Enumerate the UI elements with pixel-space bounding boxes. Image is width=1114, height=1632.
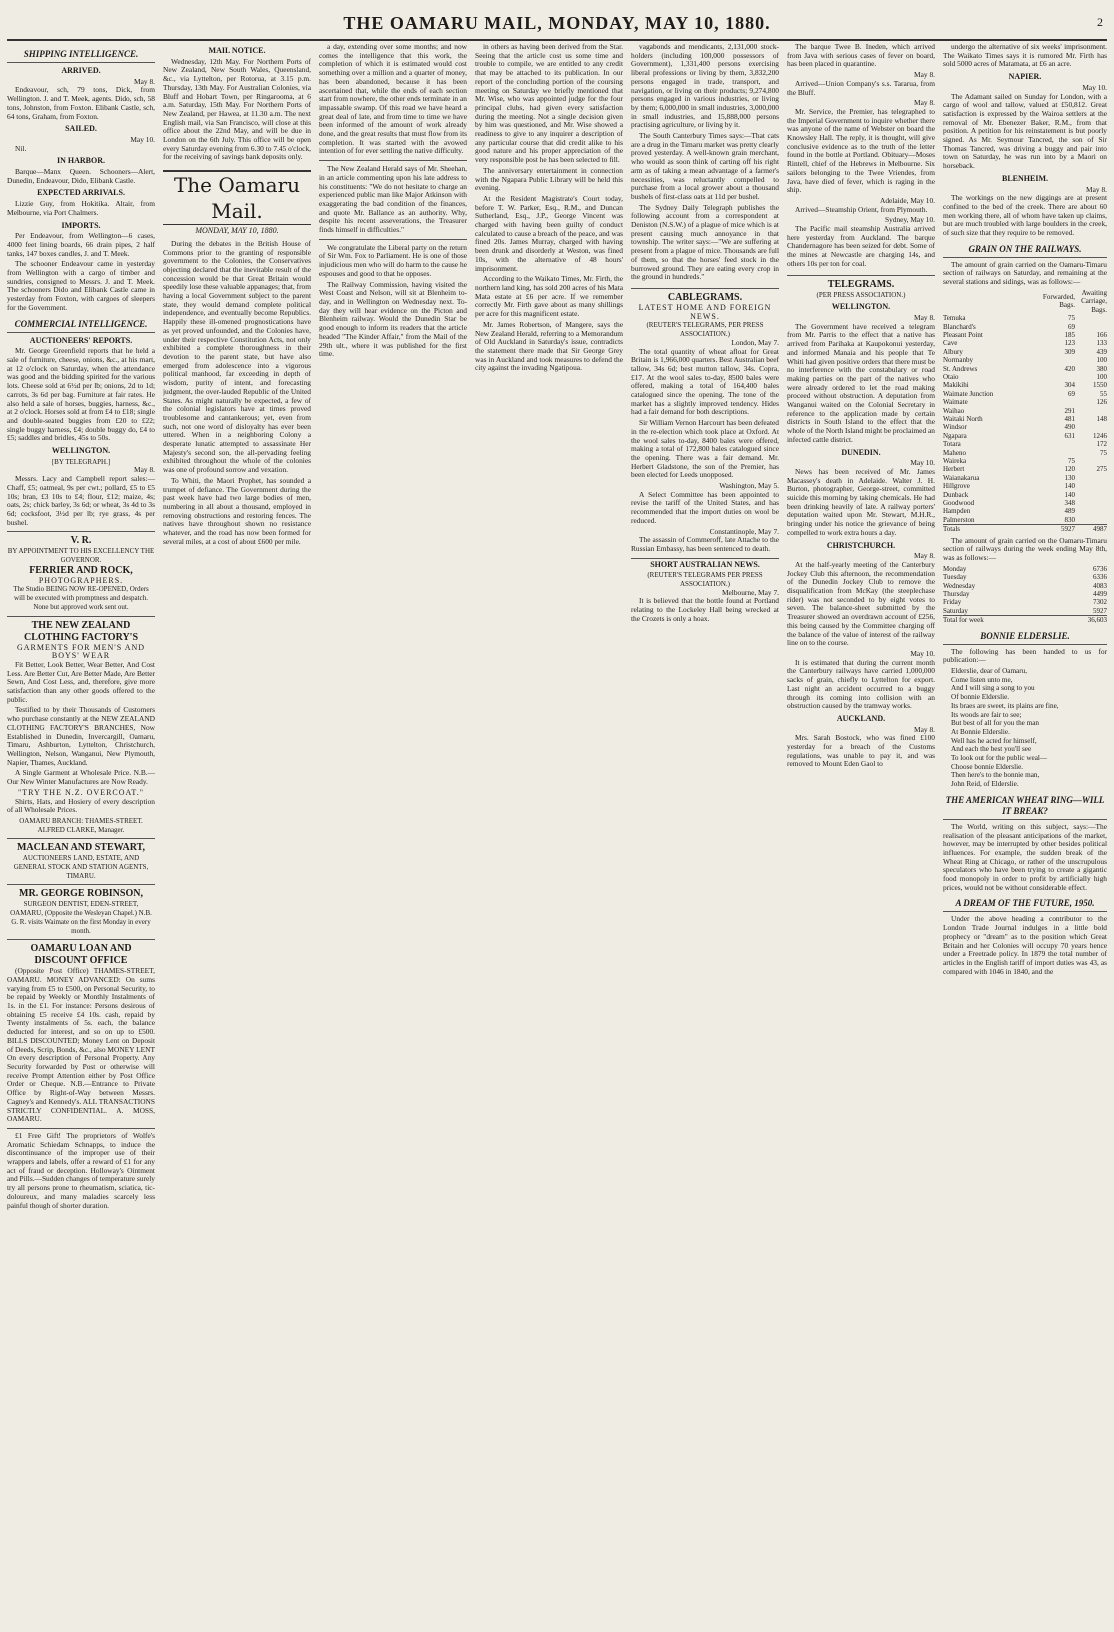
week-table-body [943, 565, 1107, 616]
table-row [943, 331, 1107, 339]
poem-line: And each the best you'll see [951, 745, 1032, 754]
blenheim-text: The workings on the new diggings are at present confined to the bed of the creek. There are about 60 men working there, all of whom have taken up claims, but are much troubled with large boulders in the creek, of such size that they require to be removed. [943, 193, 1107, 238]
column-4 [475, 43, 623, 1619]
wellington-head: WELLINGTON. [51, 446, 111, 456]
ferrier-text: The Studio BEING NOW RE-OPENED, Orders will be executed with promptness and despatch. None but approved work sent out. [13, 585, 149, 611]
sailed-text: Nil. [15, 143, 27, 153]
week-cell-bags: 5927 [1093, 606, 1107, 615]
grain-cell-station: Temuka [943, 314, 966, 323]
grain-cell-station: Dunback [943, 490, 969, 499]
ferrier-sub: PHOTOGRAPHERS. [38, 575, 124, 585]
liberal-text: We congratulate the Liberal party on the return of Sir Wm. Fox to Parliament. He is one of those injudicious men who will do harm to the cause he espouses and good to that he opposes. [319, 242, 467, 278]
grain-cell-wait [1075, 474, 1107, 482]
masthead-title: THE OAMARU MAIL, MONDAY, MAY 10, 1880. [343, 13, 771, 33]
week-cell-day: Tuesday [943, 573, 967, 582]
col6-date-3: May 10. [910, 649, 935, 658]
grain-cell-station: Ngapara [943, 431, 967, 440]
week-cell-day: Wednesday [943, 581, 976, 590]
wellington-date: May 8. [914, 312, 935, 322]
table-row [943, 390, 1107, 398]
grain-cell-wait: 55 [1100, 389, 1107, 398]
table-row [943, 507, 1107, 515]
table-row [943, 407, 1107, 415]
poem-line: Come listen unto me, [951, 675, 1013, 684]
col3-text: a day, extending over some months; and now comes the intelligence that this work, the completion of which it is estimated would cost something over a million and a quarter of money, has been abandoned, because it has been ascertained that, while the ends of each section start from nowhere, the other ends terminate in an impassable swamp. Of this road we have heard a great deal of late, and from time to time we have been informed of the amount of work already done, and the great results that must flow from its completion. It was started with the avowed intention of for ever settling the native difficulty. [319, 43, 467, 156]
grain-cell-wait: 75 [1100, 448, 1107, 457]
wheat-title: THE AMERICAN WHEAT RING—WILL IT BREAK? [943, 795, 1107, 820]
table-row [943, 457, 1107, 465]
wellington-sub: [BY TELEGRAPH.] [51, 457, 111, 466]
melbourne-text: It is believed that the bottle found at Portland relating to the Lockeley Hall being wrecked at the Crozets is only a hoax. [631, 596, 779, 623]
col6-text-2: Arrived—Union Company's s.s. Tararua, from the Bluff. [787, 78, 935, 97]
expected-head: EXPECTED ARRIVALS. [37, 188, 125, 198]
grain-cell-station: Hillgrove [943, 482, 970, 491]
poem-intro: The following has been handed to us for publication:— [943, 646, 1107, 665]
holloway-advert [7, 1128, 155, 1210]
poem-line: Its braes are sweet, its plains are fine, [951, 701, 1059, 710]
grain-cell-fwd: 120 [1064, 465, 1075, 474]
christchurch-head: CHRISTCHURCH. [826, 540, 896, 550]
grain-cell-wait [1075, 516, 1107, 525]
grain-cell-station: Totara [943, 440, 961, 449]
week-cell-bags: 4083 [1093, 581, 1107, 590]
grain-cell-wait [1075, 499, 1107, 507]
table-row [943, 465, 1107, 473]
maclean-text: AUCTIONEERS LAND, ESTATE, AND GENERAL STOCK AND STATION AGENTS, TIMARU. [13, 854, 149, 880]
column-2 [163, 43, 311, 1619]
grain-cell-wait: 166 [1096, 330, 1107, 339]
wellington-text: Messrs. Lacy and Campbell report sales:—Chaff, £5; oatmeal, 9s per cwt.; pollard, £5 to £5 10s; bran, £3 10s to £4; flour, £12; maize, 4s; oats, 2s; chick barley, 3s 6d; or wheat, 3s 4d to 3s 6d; cocksfoot, 3½d per lb; rye grass, 4s per bushel. [7, 474, 155, 527]
mail-text: Wednesday, 12th May. For Northern Ports of New Zealand, New South Wales, Queensland, &c., via Lyttelton, per Rotorua, at 3.15 p.m. Thursday, 13th May. For Australian Colonies, via Bluff and Hobart Town, per Ringarooma, at 6 a.m. Saturday, 15th May. For Northern Ports of New Zealand, per Hawea, at 11.30 a.m. The next English mail, via San Francisco, will close at this office about the 22nd May, and will be due in London on the 6th July. This office will be open every Saturday evening from 6.30 to 7.45 o'clock, for the receiving of savings bank deposits only. [163, 56, 311, 162]
newspaper-page [7, 5, 1107, 1622]
maclean-name: MACLEAN AND STEWART, [16, 842, 146, 854]
grain-cell-fwd: 490 [1064, 423, 1075, 432]
grain-cell-station: Waimate Junction [943, 389, 994, 398]
waikato-text: According to the Waikato Times, Mr. Firth, the northern land king, has sold 200 acres of his Mata Mata estate at £6 per acre. If we remember correctly Mr. Firth gave about as many shillings per acre for this magnificent estate. [475, 274, 623, 319]
week-cell-day: Saturday [943, 606, 968, 615]
mail-head: MAIL NOTICE. [208, 46, 266, 55]
nz-clothing-text: Fit Better, Look Better, Wear Better, And Cost Less. Are Better Cut, Are Better Made, Are Better Sewn, And Cost Less, and, therefore, give more satisfaction than any other goods offered to the public. [7, 659, 155, 704]
grain-cell-fwd: 69 [1068, 389, 1075, 398]
column-1 [7, 43, 155, 1619]
harcourt-text: Sir William Vernon Harcourt has been defeated in the re-election which took place at Oxford. At the wool sales to-day, 8400 bales were offered, making a total of 172,800 bales catalogued since the opening. There was a fair demand. Mr. Herbert Gladstone, the son of the Premier, has been elected for Leeds unopposed. [631, 418, 779, 480]
grain-cell-station: Maheno [943, 448, 966, 457]
page-number: 2 [1097, 15, 1103, 29]
herald-text: The New Zealand Herald says of Mr. Sheehan, in an article commenting upon his late address to his constituents: "We do not hesitate to charge an experienced public man like Major Atkinson with exaggerating the bad condition of the finances, and quote Mr. Ballance as an authority. Why, despite his recent asseverations, the Treasurer finds himself in difficulties." [319, 164, 467, 235]
table-row [943, 565, 1107, 573]
table-row [943, 590, 1107, 598]
table-row [943, 365, 1107, 373]
poem [943, 667, 1107, 789]
grain-cell-station: Pleasant Point [943, 330, 983, 339]
wheat-text: The World, writing on this subject, says:—The realisation of the pleasant anticipations of the market, however, may be interrupted by other besides political influences. For example, the sudden break of the Wheat Ring at Chicago, or rather of the unscrupulous speculators who have been trying to create a gigantic food monopoly in order to profit by artificially high prices, would not be without considerable effect. [943, 821, 1107, 892]
dunedin-text: News has been received of Mr. James Macassey's death in Adelaide. Walter J. H. Burton, photographer, George-street, committed suicide this morning by taking chemicals. He had been drinking heavily of late. A railway porters' deputation waited upon Mr. Stewart, M.H.R., bringing under his notice the grievance of being compelled to work extra hours a day. [787, 466, 935, 537]
week-total: 36,603 [1075, 616, 1107, 625]
christchurch-text: At the half-yearly meeting of the Canterbury Jockey Club this afternoon, the recommendation of the Dunedin Jockey Club to remove the disqualification from McKay (the steeplechase rider) was not seconded to by eight votes to seven. The balance-sheet submitted by the Treasurer showed an overdrawn account of £256, this being caused by the Committee charging off the balance of the value of interest of the railway line on to the course. [787, 559, 935, 648]
shipping-title: SHIPPING INTELLIGENCE. [7, 49, 155, 63]
grain-cell-station: Hampden [943, 507, 971, 516]
grain-title: GRAIN ON THE RAILWAYS. [943, 244, 1107, 258]
grain-cell-fwd: 291 [1064, 406, 1075, 415]
grain-cell-fwd: 123 [1064, 339, 1075, 348]
grain-cell-fwd: 481 [1064, 414, 1075, 423]
table-row [943, 598, 1107, 606]
harbor-head: IN HARBOR. [56, 156, 105, 166]
napier-head: NAPIER. [1008, 72, 1042, 82]
nz-clothing-advert [7, 616, 155, 835]
col5-text: vagabonds and mendicants, 2,131,000 stock-holders (including 100,000 possessors of Government), 1,331,400 persons exercising liberal professions or living by them, 3,832,200 persons engaged in trade, transport, and navigation, or living on their products; 9,274,800 persons engaged in various industries, or living by them; 6,000,000 in small industries, 3,000,000 in small industries, and 15,888,000 persons practising agriculture, or living by it. [631, 43, 779, 130]
sydney-cats-text: The South Canterbury Times says:—That cats are a drug in the Timaru market was pretty clearly proved yesterday. A well-known grain merchant, who would as soon think of carting off his right arm as of taking a mean advantage of a farmer's necessities, was reluctantly compelled to purchase from a local grower about a thousand bushels of first-class oats at 11d per bushel. [631, 131, 779, 201]
wellington-text: The Government have received a telegram from Mr. Parris to the effect that a native has arrived from Parihaka at Kaupokonui yesterday, and informed Manaia and his people that Te Whiti had given positive orders that there must be no interference with the constabulary or road making parties on the part of the natives who were already ordered to let the road making proceed without obstruction. A deputation from Wanganui waited on the Colonial Secretary in reference to the application made by certain districts in South Island to the effect that the whole of the North Island might be proclaimed an infected cattle district. [787, 321, 935, 444]
grain-cell-fwd: 631 [1064, 431, 1075, 440]
cablegrams-sub: LATEST HOME AND FOREIGN NEWS. [638, 302, 772, 321]
grain-cell-station: Waitaki North [943, 414, 983, 423]
grain-cell-wait [1075, 323, 1107, 331]
nz-clothing-sub: GARMENTS FOR MEN'S AND BOYS' WEAR [16, 642, 146, 661]
poem-line: Elderslie, dear of Oamaru, [951, 667, 1028, 676]
table-row [943, 607, 1107, 616]
grain-table [943, 289, 1107, 534]
london-head: London, May 7. [731, 337, 779, 347]
grain-cell-fwd: 304 [1064, 381, 1075, 390]
grain-cell-fwd: 489 [1064, 507, 1075, 516]
maclean-advert [7, 838, 155, 880]
grain-cell-fwd: 130 [1064, 473, 1075, 482]
christchurch-date: May 8. [914, 551, 935, 561]
library-text: The anniversary entertainment in connection with the Ngapara Public Library will be held this evening. [475, 165, 623, 193]
table-row [943, 314, 1107, 322]
grain-cell-fwd: 140 [1064, 482, 1075, 491]
grain-cell-wait: 100 [1096, 372, 1107, 381]
ferrier-advert [7, 531, 155, 611]
table-row [943, 423, 1107, 431]
table-row [943, 415, 1107, 423]
grain-cell-station: Otaio [943, 372, 959, 381]
grain-cell-wait [1075, 457, 1107, 465]
column-7 [943, 43, 1107, 1619]
grain-cell-wait: 148 [1096, 414, 1107, 423]
auction-head: AUCTIONEERS' REPORTS. [29, 335, 133, 345]
telegraph-text: The Sydney Daily Telegraph publishes the following account from a correspondent at Deniston (N.S.W.) of a plague of mice which is at present causing much annoyance in that township. The writer says:—"We are suffering at present from a plague of mice. Thousands are full of them, so that the horses' feed stock in the burrowed ground. They are eating every crop in the ground in hundreds." [631, 202, 779, 282]
grain-cell-station: Goodwood [943, 499, 975, 508]
shipping-note: The schooner Endeavour came in yesterday from Wellington with a cargo of timber and sundries, consigned to Messrs. J. and T. Meek. The schooners Dido and Elibank Castle came in yesterday from Foxton, with cargoes of sleepers for the Government. [7, 259, 155, 312]
leader-date: MONDAY, MAY 10, 1880. [195, 226, 279, 236]
mangers-text: Mr. James Robertson, of Mangere, says the New Zealand Herald, referring to a Memorandum of Old Auckland in Saturday's issue, contradicts the statement there made that Sir George Grey was in Auckland and took measures to defend the city against the invading Ngatipoua. [475, 319, 623, 373]
loan-text: (Opposite Post Office) THAMES-STREET, OAMARU. MONEY ADVANCED: On sums varying from £5 to £500, on Personal Security, to be repaid by Weekly or Monthly Instalments of 1s. in the £1. For instance: Persons desirous of obtaining £5 receive £4 10s. cash, repaid by Twenty instalments of 5s. each, the balance deducted for interest, and so on up to £500. BILLS DISCOUNTED; Money Lent on Deposit of Deeds, Scrip, Bonds, &c., also MONEY LENT On every description of Personal Property. Any Security forwarded by Post or otherwise will receive Prompt Attention either by Post Office Order or Cheque. N.B.—Entrance to Private Office by Right-of-Way between Messrs. Cagney's and Kennedy's. ALL TRANSACTIONS STRICTLY CONFIDENTIAL. A. MOSS, OAMARU. [7, 966, 155, 1124]
railway-text: The Railway Commission, having visited the West Coast and Nelson, will sit at Blenheim to-day, and in Wellington on Wednesday next. To-day they will hear evidence on the Picton and Blenheim railway. Would the Dunedin Star be good enough to inform its readers that the article headed "The Kinder Affair," from the Mail of the 29th ult., where it was published for the first time. [319, 279, 467, 359]
grain-cell-fwd [1043, 449, 1075, 457]
poem-line: Then here's to the bonnie man, [951, 771, 1040, 780]
table-row [943, 516, 1107, 525]
grain-col-awaiting: Awaiting Carriage, Bags. [1081, 288, 1107, 314]
grain-cell-fwd: 348 [1064, 499, 1075, 508]
telegrams-source: (PER PRESS ASSOCIATION.) [816, 290, 906, 299]
grain-cell-station: Normanby [943, 356, 973, 365]
grain-cell-wait: 100 [1096, 356, 1107, 365]
grain-cell-fwd: 830 [1064, 515, 1075, 524]
grain-cell-fwd: 69 [1068, 322, 1075, 331]
week-cell-day: Monday [943, 564, 967, 573]
appointment: BY APPOINTMENT TO HIS EXCELLENCY THE GOVERNOR. [7, 547, 155, 565]
wellington-date: May 8. [134, 465, 155, 475]
grain-cell-station: Waianakarua [943, 473, 980, 482]
col6-text-3: Mr. Service, the Premier, has telegraphed to the Imperial Government to inquire whether there was anyone of the name of Webster on board the Knowsley Hall. The reply, it is thought, will give conclusive evidence as to the truth of the letter found in the bottle at Portland. Obituary—Moses Rintell, chief of the Hebrews in Melbourne. Six sailors belonging to the Twee Vriendes, from Java, have died of fever, which is raging in the ship. [787, 106, 935, 195]
harbor-text: Barque—Manx Queen. Schooners—Alert, Dunedin, Endeavour, Dido, Elibank Castle. [7, 167, 155, 185]
try-overcoat: "TRY THE N.Z. OVERCOAT." [18, 787, 144, 797]
poem-line: Choose bonnie Elderslie. [951, 762, 1024, 771]
col6-date-2: May 8. [914, 98, 935, 108]
sydney-head: Sydney, May 10. [884, 215, 935, 225]
auckland-head: AUCKLAND. [836, 713, 886, 723]
table-row [943, 432, 1107, 440]
week-cell-bags: 7302 [1093, 598, 1107, 607]
melbourne-head: Melbourne, May 7. [721, 587, 779, 597]
dunedin-date: May 10. [910, 458, 935, 468]
commercial-title: COMMERCIAL INTELLIGENCE. [7, 319, 155, 333]
grain-cell-fwd [1043, 398, 1075, 406]
table-row [943, 398, 1107, 406]
napier-date: May 10. [1082, 82, 1107, 92]
future-title: A DREAM OF THE FUTURE, 1950. [943, 898, 1107, 912]
grain-cell-wait [1075, 407, 1107, 415]
columns [7, 43, 1107, 1619]
grain-total-row [943, 525, 1107, 534]
robinson-name: MR. GEORGE ROBINSON, [19, 888, 143, 900]
expected-text: Lizzie Guy, from Hokitika. Altair, from Melbourne, via Port Chalmers. [7, 199, 155, 217]
auckland-text: Mrs. Sarah Bostock, who was fined £100 yesterday for a breach of the Customs regulations, was unable to pay it, and was removed to Mount Eden Gaol to [787, 733, 935, 769]
nz-clothing-note: A Single Garment at Wholesale Price. N.B.—Our New Winter Manufactures are Now Ready. [7, 768, 155, 787]
leader-text: During the debates in the British House of Commons prior to the granting of responsible government to the Colonies, the Conservatives objecting declared that the inevitable result of the concession would be that Great Britain would speedily lose these valuable appanages; that, from having a local Government subject to the parent state, they would demand complete political independence, and eventually become Republics. Happily these ill-omened prognostications have as yet proved unfounded, and the Colonies have, under their respective Constitution Acts, not only exhibited a complete thoroughness in their devotion to the parent state, but have also emerged from adolescence into a vigorous political manhood, far exceeding in depth of wisdom, purity of intent, and forecasting judgment, the over-lauded Republic of the United States. As might naturally be expected, a few of the colonial legislators have at times proved troublesome and cantankerous; yet, even from such, not one word of disloyalty has ever been uttered. When in a neighboring Colony a desperate lunatic attempted to assassinate Her Majesty's second son, the all-pervading feeling exhibited throughout the whole of the colonies was one of profound sorrow and vexation. [163, 238, 311, 475]
grain-cell-fwd: 185 [1064, 330, 1075, 339]
column-6 [787, 43, 935, 1619]
constantinople-text: The assassin of Commeroff, late Attache to the Russian Embassy, has been sentenced to death. [631, 535, 779, 553]
poem-line: To look out for the public weal— [951, 754, 1048, 763]
table-row [943, 449, 1107, 457]
grain-cell-wait: 439 [1096, 347, 1107, 356]
washington-text: A Select Committee has been appointed to revise the tariff of the United States, and has recommended that the import duties on wool be reduced. [631, 489, 779, 525]
grain-cell-fwd: 420 [1064, 364, 1075, 373]
grain-cell-fwd [1043, 356, 1075, 364]
week-total-row [943, 616, 1107, 625]
grain-cell-wait: 172 [1096, 440, 1107, 449]
grain-cell-fwd: 75 [1068, 314, 1075, 323]
week-cell-day: Thursday [943, 589, 970, 598]
nz-clothing-branches: Testified to by their Thousands of Customers who purchase constantly at the NEW ZEALAND CLOTHING FACTORY'S BRANCHES, Now Established in Dunedin, Invercargill, Oamaru, Timaru, Ashburton, Lyttelton, Christchurch, Wellington, Nelson, Wanganui, New Plymouth, Napier, Thames, Auckland. [7, 705, 155, 767]
robinson-text: SURGEON DENTIST, EDEN-STREET, OAMARU, (Opposite the Wesleyan Chapel.) N.B. G. R. visits Waimate on the first Monday in every month. [10, 900, 152, 935]
table-row [943, 323, 1107, 331]
poem-line: Of bonnie Elderslie. [951, 693, 1010, 702]
col6-date-1: May 8. [914, 70, 935, 80]
grain-col-forwarded: Forwarded, Bags. [1042, 293, 1075, 310]
grain-intro: The amount of grain carried on the Oamaru-Timaru section of railways on Saturday, and remaining at the several stations and sidings, was as follows:— [943, 259, 1107, 287]
column-3 [319, 43, 467, 1619]
leader-text-2: To Whiti, the Maori Prophet, has sounded a trumpet of defiance. The Government during the past week have had two large bodies of men, numbering in all about a thousand, employed in removing obstructions and restoring fences. The natives have throughout shown no resistance whatever, and the road has now been formed for several miles, at a cost of about £600 per mile. [163, 475, 311, 546]
ferrier-name: FERRIER AND ROCK, [29, 564, 133, 576]
grain-total-wait: 4987 [1075, 525, 1107, 534]
future-text: Under the above heading a contributor to the London Trade Journal indulges in a little bold prophecy or "dream" as to the position which Great Britain and her Colonies will occupy 70 years hence under a Freetrade policy. In 1879 the total number of articles in the English tariff of import duties was 43, as compared with 1046 in 1840, and the [943, 914, 1107, 976]
grain-cell-wait: 126 [1096, 398, 1107, 407]
wellington-head: WELLINGTON. [831, 302, 891, 312]
imports-text: Per Endeavour, from Wellington—6 cases, 4000 feet lining boards, 66 drain pipes, 2 half tanks, 147 boxes candles, J. and T. Meek. [7, 231, 155, 258]
table-row [943, 573, 1107, 581]
grain-cell-fwd: 140 [1064, 490, 1075, 499]
poem-line: And I will sing a song to you [951, 684, 1035, 693]
col6-text-1: The barque Twee B. Ineden, which arrived from Java with serious cases of fever on board, has been placed in quarantine. [787, 43, 935, 69]
grain-cell-wait: 1550 [1093, 381, 1107, 390]
sydney-text: The Pacific mail steamship Australia arrived here yesterday from Auckland. The barque Chandernagore has been seized for debt. Some of the mines at Newcastle are charging 14s, and others 10s per ton for coal. [787, 224, 935, 268]
poem-line: At Bonnie Elderslie. [951, 727, 1010, 736]
blenheim-date: May 8. [1086, 184, 1107, 194]
sailed-date: May 10. [130, 134, 155, 144]
loan-advert [7, 939, 155, 1124]
masthead [7, 5, 1107, 41]
grain-cell-wait: 275 [1096, 465, 1107, 474]
nz-clothing-title: THE NEW ZEALAND CLOTHING FACTORY'S [23, 619, 139, 643]
poem-line: But best of all for you the man [951, 719, 1040, 728]
table-row [943, 356, 1107, 364]
col7-text: undergo the alternative of six weeks' imprisonment. The Waikato Times says it is rumored Mr. Firth has sold 5000 acres of Matamata, at £6 an acre. [943, 43, 1107, 69]
napier-text: The Adamant sailed on Sunday for London, with a cargo of wool and tallow, valued at £50,812. Great satisfaction is expressed by the Wairoa settlers at the removal of Mr. Ebenezer Baker, R.M., from that position. A petition for his reinstatement is but poorly signed. As Mr. Seymour Tancred, the son of Sir Thomas Tancred, was driving a buggy and pair into town on Saturday, he was run into by a Maori on horseback. [943, 91, 1107, 171]
dunedin-head: DUNEDIN. [841, 447, 881, 457]
grain-cell-station: Waimate [943, 398, 968, 407]
grain-cell-wait: 133 [1096, 339, 1107, 348]
grain-cell-wait [1075, 491, 1107, 499]
imports-head: IMPORTS. [61, 220, 101, 230]
grain-cell-station: Windsor [943, 423, 967, 432]
grain-total-fwd: 5927 [1043, 525, 1075, 534]
resident-text: At the Resident Magistrate's Court today, before T. W. Parker, Esq., R.M., and Duncan Sutherland, Esq., J.P., George Vincent was charged with having been guilty of conduct calculated to cause a breach of the peace, and was fined 20s. James Murray, charged with having been drunk and disorderly at Weston, was fined 10s, with the alternative of 48 hours' imprisonment. [475, 193, 623, 273]
table-row [943, 582, 1107, 590]
grain-cell-wait [1075, 314, 1107, 322]
table-row [943, 474, 1107, 482]
shirts-text: Shirts, Hats, and Hosiery of every description of all Wholesale Prices. [7, 796, 155, 815]
grain-cell-station: Herbert [943, 465, 965, 474]
grain-total-label: Totals [943, 525, 1043, 534]
grain-cell-station: Albury [943, 347, 963, 356]
australian-source: (REUTER'S TELEGRAMS PER PRESS ASSOCIATION.) [647, 571, 763, 589]
table-row [943, 339, 1107, 347]
loan-name: OAMARU LOAN AND DISCOUNT OFFICE [30, 943, 132, 967]
divider [319, 160, 467, 161]
blenheim-head: BLENHEIM. [1001, 173, 1048, 183]
vr-mark: V. R. [70, 535, 92, 547]
grain-cell-wait: 380 [1096, 364, 1107, 373]
week-table [943, 565, 1107, 625]
auction-text: Mr. George Greenfield reports that he held a sale of furniture, cheese, onions, &c., at his mart, at 12 o'clock on Saturday, when the attendance was good and the bidding spirited for the various lots. Cheese sold at 6½d per lb; onions, 2d to 1d; carrots, 3s 6d per bag. Furniture at fair rates. He also held a sale of horses, buggies, harness, &c., at 2 o'clock. Horses sold at from £4 to £18; single and double-seated buggies from £20 to £22; single buggy harness, £4; double buggy do, £4 to £5; saddles and bridles, 45s to 50s. [7, 346, 155, 443]
telegrams-title: TELEGRAMS. [787, 275, 935, 291]
table-row [943, 482, 1107, 490]
table-row [943, 499, 1107, 507]
oamaru-branch: OAMARU BRANCH: THAMES-STREET. ALFRED CLARKE, Manager. [19, 816, 143, 834]
grain-cell-station: Makikihi [943, 381, 969, 390]
week-cell-bags: 6736 [1093, 564, 1107, 573]
grain-cell-station: Waihao [943, 406, 965, 415]
grain-cell-fwd: 309 [1064, 347, 1075, 356]
grain-cell-station: Blanchard's [943, 322, 976, 331]
grain-cell-fwd [1043, 440, 1075, 448]
table-row [943, 373, 1107, 381]
poem-line: John Reid, of Elderslie. [951, 780, 1019, 789]
grain-cell-wait [1075, 507, 1107, 515]
robinson-advert [7, 884, 155, 935]
arrived-head: ARRIVED. [61, 66, 101, 75]
grain-cell-wait: 1246 [1093, 431, 1107, 440]
poem-line: Its woods are fair to see; [951, 710, 1022, 719]
week-cell-day: Friday [943, 598, 962, 607]
grain-cell-wait [1075, 423, 1107, 431]
grain-cell-station: Palmerston [943, 515, 975, 524]
week-cell-bags: 4499 [1093, 589, 1107, 598]
col6-text-4: It is estimated that during the current month the Canterbury railways have carried 1,000,000 sacks of grain, chiefly to Lyttelton for export. Last night an accident occurred to a buggy through its coming into collision with an obstruction caused by the tramway works. [787, 657, 935, 711]
cablegrams-source: (REUTER'S TELEGRAMS, PER PRESS ASSOCIATION.) [646, 321, 764, 339]
australian-title: SHORT AUSTRALIAN NEWS. [631, 558, 779, 570]
column-5 [631, 43, 779, 1619]
col4-text: in others as having been derived from the Star. Seeing that the article cost us some time and trouble to compile, we are entitled to any credit that may be attached to its publication. In our report of the concluding portion of the coursing meeting on Saturday we briefly mentioned that Mr. Wise, who was appointed judge for the four principal clubs, had given every satisfaction during the meeting. Not a single decision given by him was questioned, and Mr. Wise showed a readiness to give to any inquirer a description of any particular course that did credit alike to his good nature and his proper appreciation of the very responsible post he has been selected to fill. [475, 43, 623, 165]
grain-cell-station: Waireka [943, 457, 967, 465]
table-row [943, 348, 1107, 356]
holloway-text: £1 Free Gift! The proprietors of Wolfe's Aromatic Schiedam Schnapps, to induce the discontinuance of the improper use of their wrappers and labels, offer a reward of £1 for any act of fraud or deception. Holloway's Ointment and Pills.—Sudden changes of temperature surely try all persons prone to rheumatism, sciatica, tic-doloureux, and many maladies scarcely less painful though of shorter duration. [7, 1130, 155, 1210]
arrived-text: Endeavour, sch, 79 tons, Dick, from Wellington. J. and T. Meek, agents. Dido, sch, 58 tons, Johnston, from Foxton. Elibank Castle, sch, 64 tons, Graham, from Foxton. [7, 85, 155, 121]
sailed-head: SAILED. [65, 124, 97, 134]
grain-table-body [943, 314, 1107, 525]
divider [319, 239, 467, 240]
grain-cell-fwd: 75 [1068, 457, 1075, 465]
adelaide-text: Arrived—Steamship Orient, from Plymouth. [795, 204, 928, 214]
cablegrams-title: CABLEGRAMS. [631, 288, 779, 304]
london-text: The total quantity of wheat afloat for Great Britain is 1,966,000 quarters. Best Australian beef tallow, 34s 6d; best mutton tallow, 34s. Copra, £17. At the wool sales to-day, 8500 bales were offered, making a total of 164,400 bales catalogued since the opening. The tone of the market has a slightly improved tendency. Hides had a fair demand for both descriptions. [631, 346, 779, 417]
poem-title: BONNIE ELDERSLIE. [943, 631, 1107, 645]
grain-col-station [943, 289, 1043, 314]
table-row [943, 491, 1107, 499]
table-row [943, 440, 1107, 448]
grain-cell-fwd [1043, 373, 1075, 381]
grain-cell-wait [1075, 482, 1107, 490]
constantinople-head: Constantinople, May 7. [709, 526, 779, 536]
poem-line: Well has he acted for himself, [951, 736, 1037, 745]
washington-head: Washington, May 5. [719, 481, 779, 491]
arrived-date: May 8. [134, 76, 155, 86]
week-cell-bags: 6336 [1093, 573, 1107, 582]
auckland-date: May 8. [914, 724, 935, 734]
adelaide-head: Adelaide, May 10. [879, 195, 935, 205]
leader-title: The Oamaru Mail. [163, 170, 311, 225]
grain-cell-station: St. Andrews [943, 364, 978, 373]
grain-cell-station: Cave [943, 339, 958, 348]
week-intro: The amount of grain carried on the Oamaru-Timaru section of railways during the week ending May 8th, was as follows:— [943, 535, 1107, 563]
table-row [943, 381, 1107, 389]
week-total-label: Total for week [943, 616, 1075, 625]
